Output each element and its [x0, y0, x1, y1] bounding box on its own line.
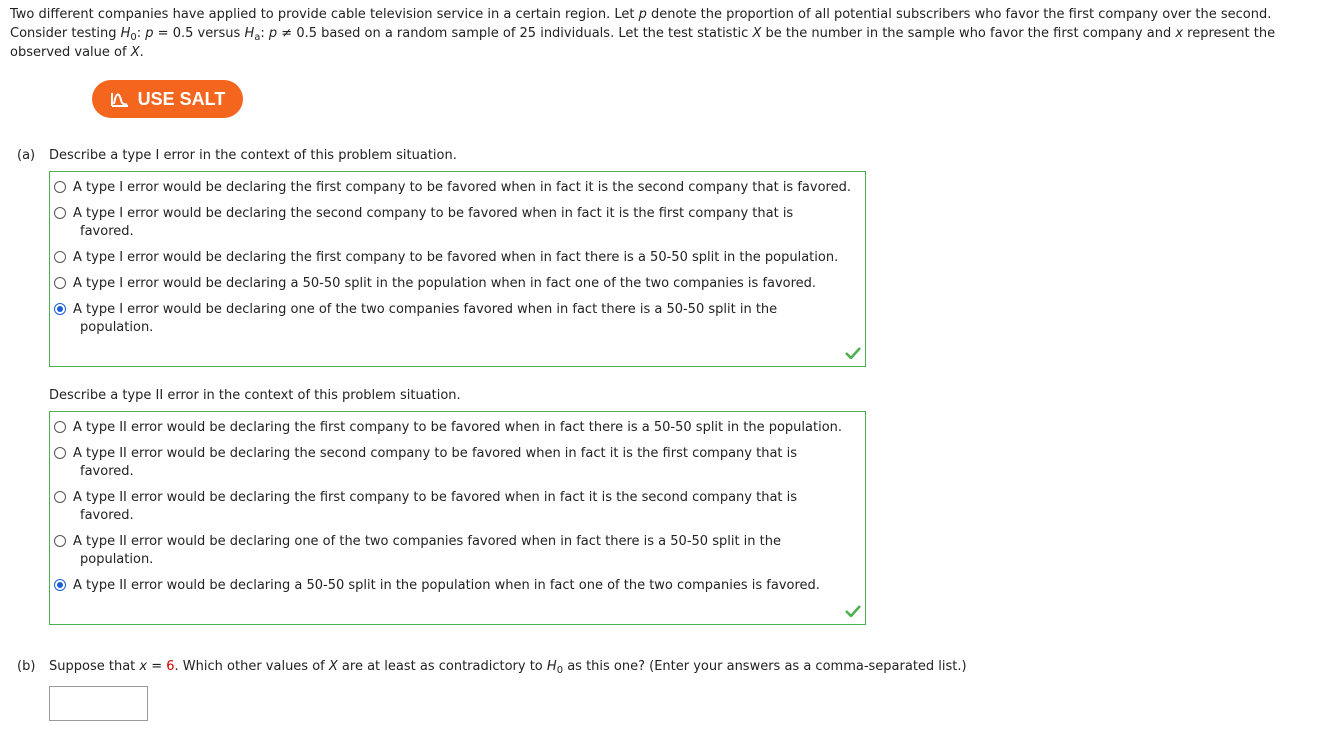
answer-input[interactable] [49, 686, 148, 721]
type1-choice-3[interactable]: A type I error would be declaring the first company to be favored when in fact there is a 50-50 split in the population. [54, 249, 854, 267]
radio-button-selected[interactable] [54, 303, 66, 315]
type2-choice-1[interactable]: A type II error would be declaring the first company to be favored when in fact there is a 50-50 split in the population. [54, 419, 854, 437]
radio-button-selected[interactable] [54, 579, 66, 591]
correct-checkmark-icon [845, 605, 861, 621]
problem-line-2: Consider testing $H_0$: p = 0.5 versus $H_a$: p ≠ 0.5 based on a random sample of 25 individuals. Let the test statistic X be the number in the sample who favor the first company and x represent the [10, 26, 1276, 43]
use-salt-button[interactable] [92, 80, 243, 118]
radio-button[interactable] [54, 277, 66, 289]
type1-choice-group [49, 171, 866, 367]
part-b-question: Suppose that x = 6. Which other values of X are at least as contradictory to $H_0$ as this one? (Enter your answers as a comma-separated list.) [49, 659, 967, 676]
radio-button[interactable] [54, 491, 66, 503]
use-salt-label: USE SALT [137, 88, 226, 109]
radio-button[interactable] [54, 447, 66, 459]
problem-statement [10, 5, 1310, 62]
type2-choice-group [49, 411, 866, 625]
salt-chart-icon [110, 90, 130, 108]
observed-value: 6 [166, 659, 175, 674]
type2-choice-5[interactable]: A type II error would be declaring a 50-50 split in the population when in fact one of the two companies is favored. [54, 577, 854, 595]
part-b-label: (b) [17, 659, 36, 674]
type2-question: Describe a type II error in the context of this problem situation. [49, 388, 461, 403]
radio-button[interactable] [54, 421, 66, 433]
correct-checkmark-icon [845, 347, 861, 363]
type1-choice-5[interactable]: A type I error would be declaring one of the two companies favored when in fact there is a 50-50 split in the population. [54, 301, 854, 337]
type1-choice-2[interactable]: A type I error would be declaring the second company to be favored when in fact it is the first company that is favored. [54, 205, 854, 241]
problem-line-1: Two different companies have applied to provide cable television service in a certain region. Let p denote the proportion of all potential subscribers who favor the first company over the second. [10, 7, 1272, 22]
radio-button[interactable] [54, 535, 66, 547]
radio-button[interactable] [54, 207, 66, 219]
type1-question: Describe a type I error in the context of this problem situation. [49, 148, 457, 163]
radio-button[interactable] [54, 251, 66, 263]
type2-choice-4[interactable]: A type II error would be declaring one of the two companies favored when in fact there is a 50-50 split in the population. [54, 533, 854, 569]
type2-choice-2[interactable]: A type II error would be declaring the second company to be favored when in fact it is the first company that is favored. [54, 445, 854, 481]
problem-line-3: observed value of X. [10, 45, 144, 60]
type1-choice-4[interactable]: A type I error would be declaring a 50-50 split in the population when in fact one of the two companies is favored. [54, 275, 854, 293]
type1-choice-1[interactable]: A type I error would be declaring the first company to be favored when in fact it is the second company that is favored. [54, 179, 854, 197]
radio-button[interactable] [54, 181, 66, 193]
part-a-label: (a) [17, 148, 36, 163]
type2-choice-3[interactable]: A type II error would be declaring the first company to be favored when in fact it is the second company that is favored. [54, 489, 854, 525]
